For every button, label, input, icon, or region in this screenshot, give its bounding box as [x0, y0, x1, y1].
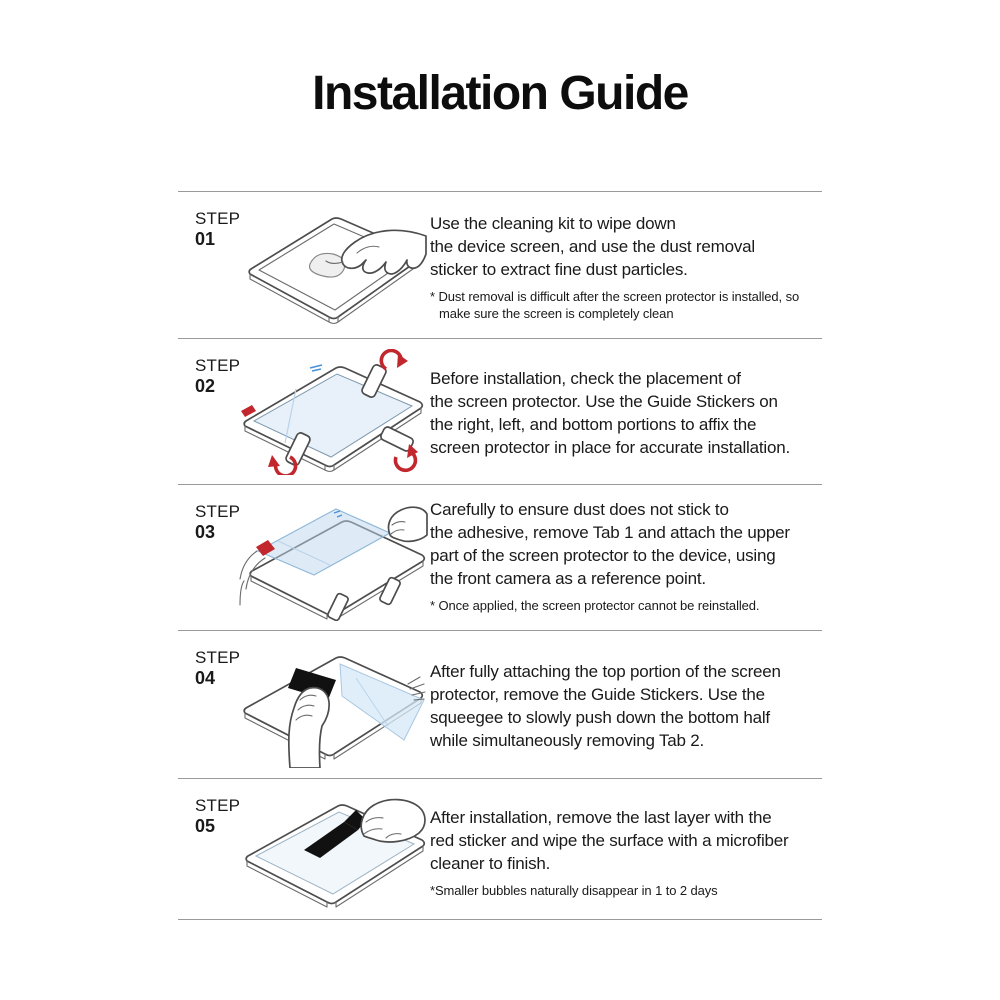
step-05-text — [430, 779, 822, 919]
step-word: STEP — [195, 796, 241, 815]
step-02-line: the screen protector. Use the Guide Stickers on — [430, 392, 778, 411]
step-01-line: sticker to extract fine dust particles. — [430, 260, 688, 279]
step-02-line: screen protector in place for accurate installation. — [430, 438, 791, 457]
step-01-line: the device screen, and use the dust removal — [430, 237, 755, 256]
step-04-line: protector, remove the Guide Stickers. Use the — [430, 685, 765, 704]
guide-stickers-placement-icon — [238, 349, 428, 475]
step-04-line: while simultaneously removing Tab 2. — [430, 731, 705, 750]
step-02-line: Before installation, check the placement of — [430, 369, 741, 388]
step-label-04 — [178, 631, 241, 778]
step-03-line: Carefully to ensure dust does not stick to — [430, 500, 729, 519]
page-title: Installation Guide — [312, 67, 688, 120]
step-05-figure — [236, 779, 430, 919]
step-word: STEP — [195, 648, 241, 667]
step-04-text — [430, 631, 822, 778]
step-number: 04 — [195, 668, 216, 688]
step-row-03 — [178, 484, 822, 630]
step-01-text — [430, 192, 822, 338]
step-03-line: part of the screen protector to the device, using — [430, 546, 776, 565]
step-01-note: * Dust removal is difficult after the screen protector is installed, so make sure the screen is completely clean — [430, 289, 800, 321]
step-02-figure — [236, 339, 430, 484]
step-03-text — [430, 485, 822, 630]
step-03-line: the front camera as a reference point. — [430, 569, 706, 588]
remove-tab1-attach-upper-part-icon — [238, 495, 428, 621]
wipe-tablet-with-cleaning-kit-icon — [238, 204, 428, 326]
step-01-line: Use the cleaning kit to wipe down — [430, 214, 676, 233]
step-05-line: cleaner to finish. — [430, 854, 551, 873]
step-03-figure — [236, 485, 430, 630]
step-05-line: After installation, remove the last layer with the — [430, 808, 772, 827]
step-word: STEP — [195, 356, 241, 375]
step-row-02 — [178, 338, 822, 484]
step-label-02 — [178, 339, 241, 484]
step-word: STEP — [195, 209, 241, 228]
step-label-03 — [178, 485, 241, 630]
step-row-01 — [178, 191, 822, 338]
step-03-line: the adhesive, remove Tab 1 and attach the upper — [430, 523, 790, 542]
step-number: 02 — [195, 376, 216, 396]
steps-list — [178, 191, 822, 920]
step-number: 01 — [195, 229, 216, 249]
step-label-05 — [178, 779, 241, 919]
step-number: 05 — [195, 816, 216, 836]
step-word: STEP — [195, 502, 241, 521]
step-04-figure — [236, 631, 430, 778]
step-05-line: red sticker and wipe the surface with a microfiber — [430, 831, 789, 850]
remove-last-layer-microfiber-icon — [238, 788, 428, 910]
step-05-note: *Smaller bubbles naturally disappear in 1 to 2 days — [430, 883, 718, 898]
step-label-01 — [178, 192, 241, 338]
step-03-note: * Once applied, the screen protector cannot be reinstalled. — [430, 598, 760, 613]
step-row-04 — [178, 630, 822, 778]
step-row-05 — [178, 778, 822, 919]
step-04-line: After fully attaching the top portion of the screen — [430, 662, 781, 681]
step-number: 03 — [195, 522, 216, 542]
step-02-line: the right, left, and bottom portions to affix the — [430, 415, 757, 434]
squeegee-push-down-remove-tab2-icon — [238, 642, 428, 768]
step-02-text — [430, 339, 822, 484]
step-01-figure — [236, 192, 430, 338]
step-04-line: squeegee to slowly push down the bottom half — [430, 708, 770, 727]
